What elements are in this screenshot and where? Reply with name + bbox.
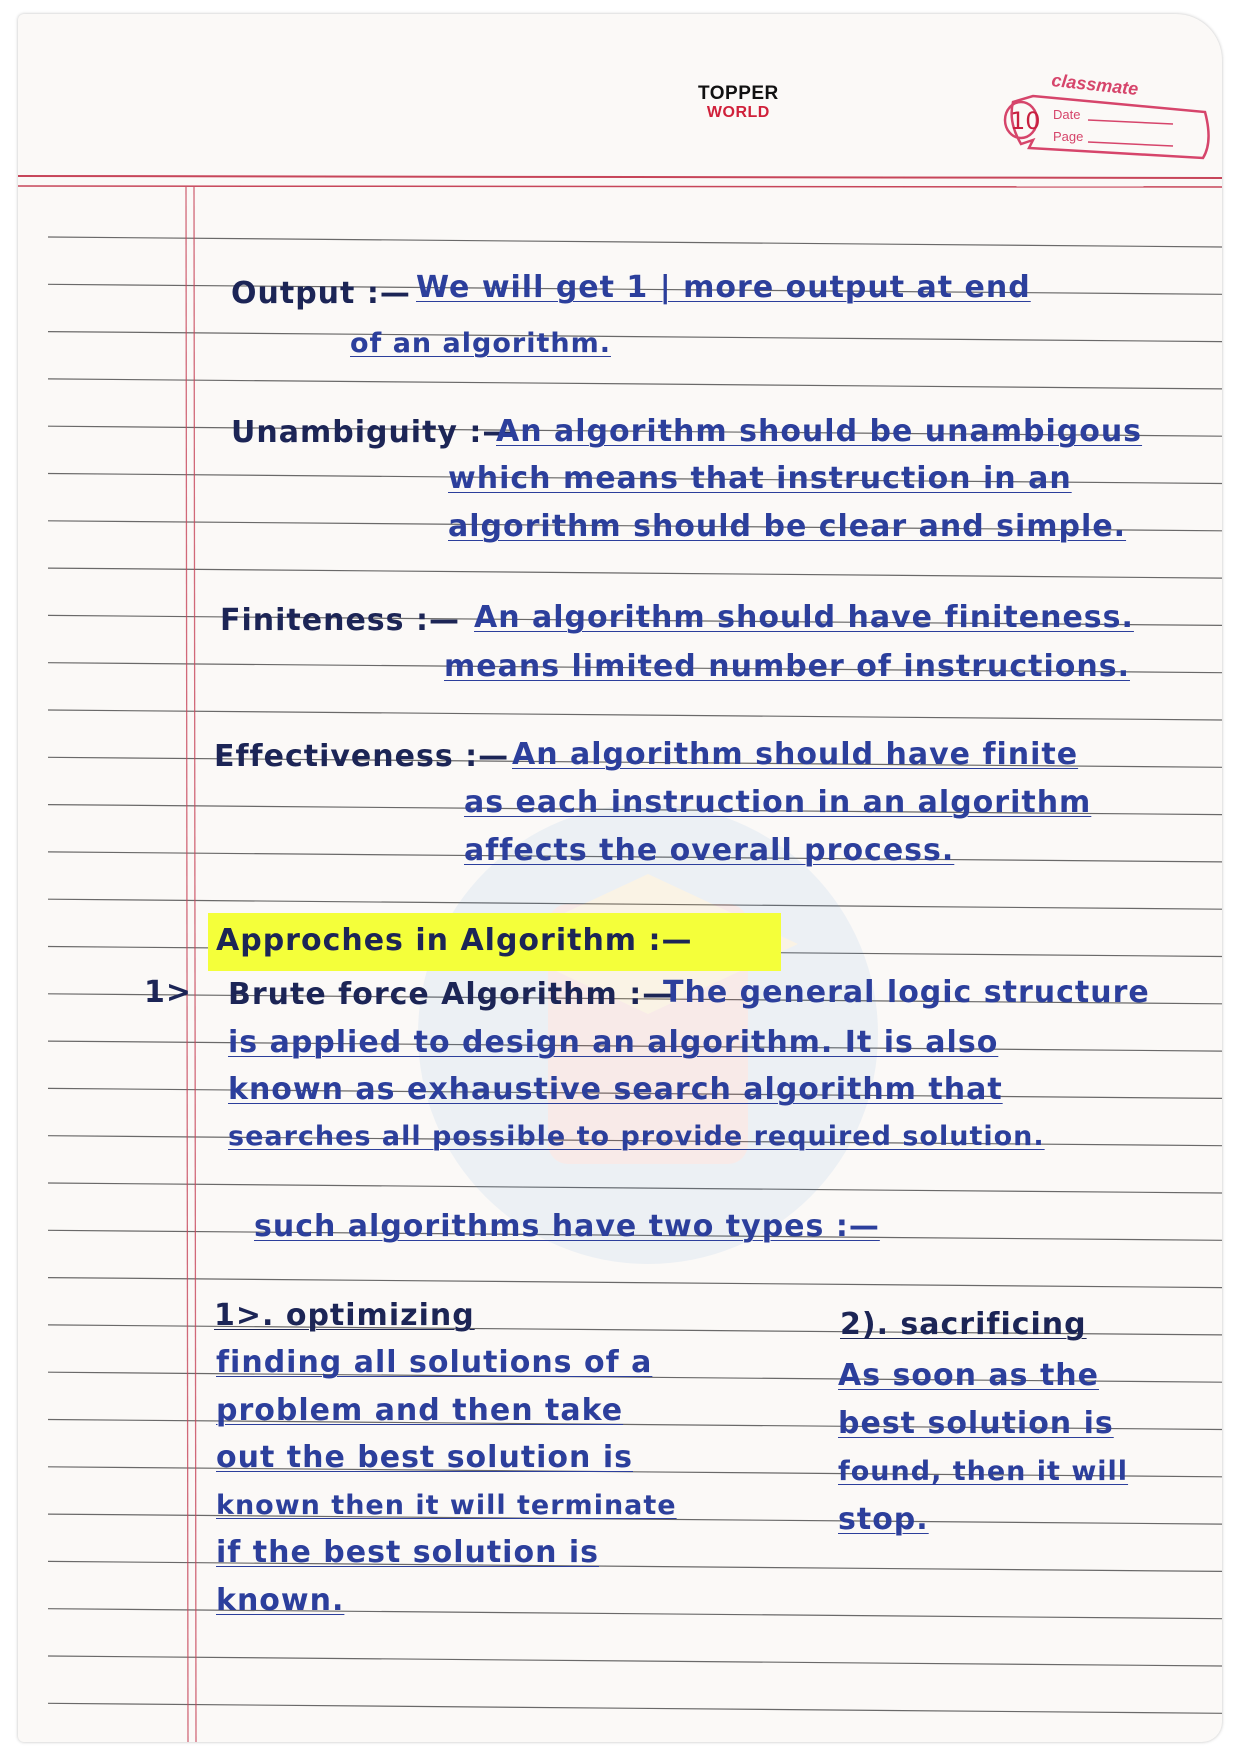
stamp-page-label: Page	[1053, 129, 1084, 144]
unambiguity-line-3: algorithm should be clear and simple.	[448, 509, 1127, 544]
output-line-1: We will get 1 | more output at end	[416, 270, 1031, 305]
logo-text-topper: TOPPER	[698, 83, 779, 104]
classmate-stamp	[993, 62, 1222, 172]
output-line-2: of an algorithm.	[350, 328, 611, 359]
left-margin-line	[186, 187, 188, 1742]
ruled-line	[48, 568, 1222, 578]
brute-force-line-4: searches all possible to provide required solution.	[228, 1121, 1045, 1152]
optimizing-line-5: if the best solution is	[216, 1535, 600, 1570]
brute-force-line-1: The general logic structure	[663, 975, 1150, 1010]
optimizing-line-1: finding all solutions of a	[216, 1345, 653, 1380]
optimizing-line-3: out the best solution is	[216, 1440, 633, 1475]
sacrificing-line-4: stop.	[838, 1502, 929, 1537]
sacrificing-line-2: best solution is	[838, 1406, 1114, 1441]
brute-force-number: 1>	[144, 975, 193, 1010]
effectiveness-line-2: as each instruction in an algorithm	[464, 785, 1092, 820]
top-margin-line	[18, 176, 1222, 178]
logo-text-world: WORLD	[706, 104, 770, 121]
types-line: such algorithms have two types :—	[254, 1209, 880, 1244]
stamp-brand: classmate	[1050, 70, 1140, 100]
optimizing-line-4: known then it will terminate	[216, 1490, 677, 1521]
ruled-line	[48, 1703, 1222, 1713]
top-margin-line	[18, 186, 1222, 187]
approaches-heading: Approches in Algorithm :—	[216, 923, 693, 958]
ruled-line	[48, 710, 1222, 720]
optimizing-line-2: problem and then take	[216, 1393, 624, 1428]
optimizing-title: 1>. optimizing	[214, 1298, 475, 1333]
stamp-page-number: 10	[1010, 107, 1041, 135]
ruled-line	[48, 1656, 1222, 1666]
finiteness-line-1: An algorithm should have finiteness.	[474, 600, 1134, 635]
optimizing-line-6: known.	[216, 1583, 345, 1618]
unambiguity-term: Unambiguity :—	[231, 415, 514, 450]
brute-force-term: Brute force Algorithm :—	[228, 977, 674, 1012]
notebook-page	[18, 14, 1222, 1742]
brute-force-line-3: known as exhaustive search algorithm that	[228, 1072, 1003, 1107]
stamp-page-line	[1088, 142, 1173, 146]
unambiguity-line-1: An algorithm should be unambigous	[496, 414, 1143, 449]
sacrificing-line-3: found, then it will	[838, 1456, 1129, 1487]
output-term: Output :—	[231, 276, 411, 311]
finiteness-term: Finiteness :—	[220, 603, 460, 638]
effectiveness-line-3: affects the overall process.	[464, 833, 955, 868]
brute-force-line-2: is applied to design an algorithm. It is also	[228, 1025, 999, 1060]
sacrificing-line-1: As soon as the	[838, 1358, 1099, 1393]
topper-world-logo	[698, 84, 779, 122]
ruled-line	[48, 332, 1222, 342]
finiteness-line-2: means limited number of instructions.	[444, 649, 1130, 684]
sacrificing-title: 2). sacrificing	[840, 1307, 1087, 1342]
left-margin-line	[194, 187, 196, 1742]
stamp-date-line	[1088, 120, 1173, 124]
stamp-date-label: Date	[1053, 107, 1081, 122]
effectiveness-line-1: An algorithm should have finite	[512, 737, 1079, 772]
unambiguity-line-2: which means that instruction in an	[448, 461, 1072, 496]
stamp-outline	[1012, 96, 1209, 158]
ruled-line	[48, 379, 1222, 389]
ruled-line	[48, 237, 1222, 247]
effectiveness-term: Effectiveness :—	[214, 739, 510, 774]
